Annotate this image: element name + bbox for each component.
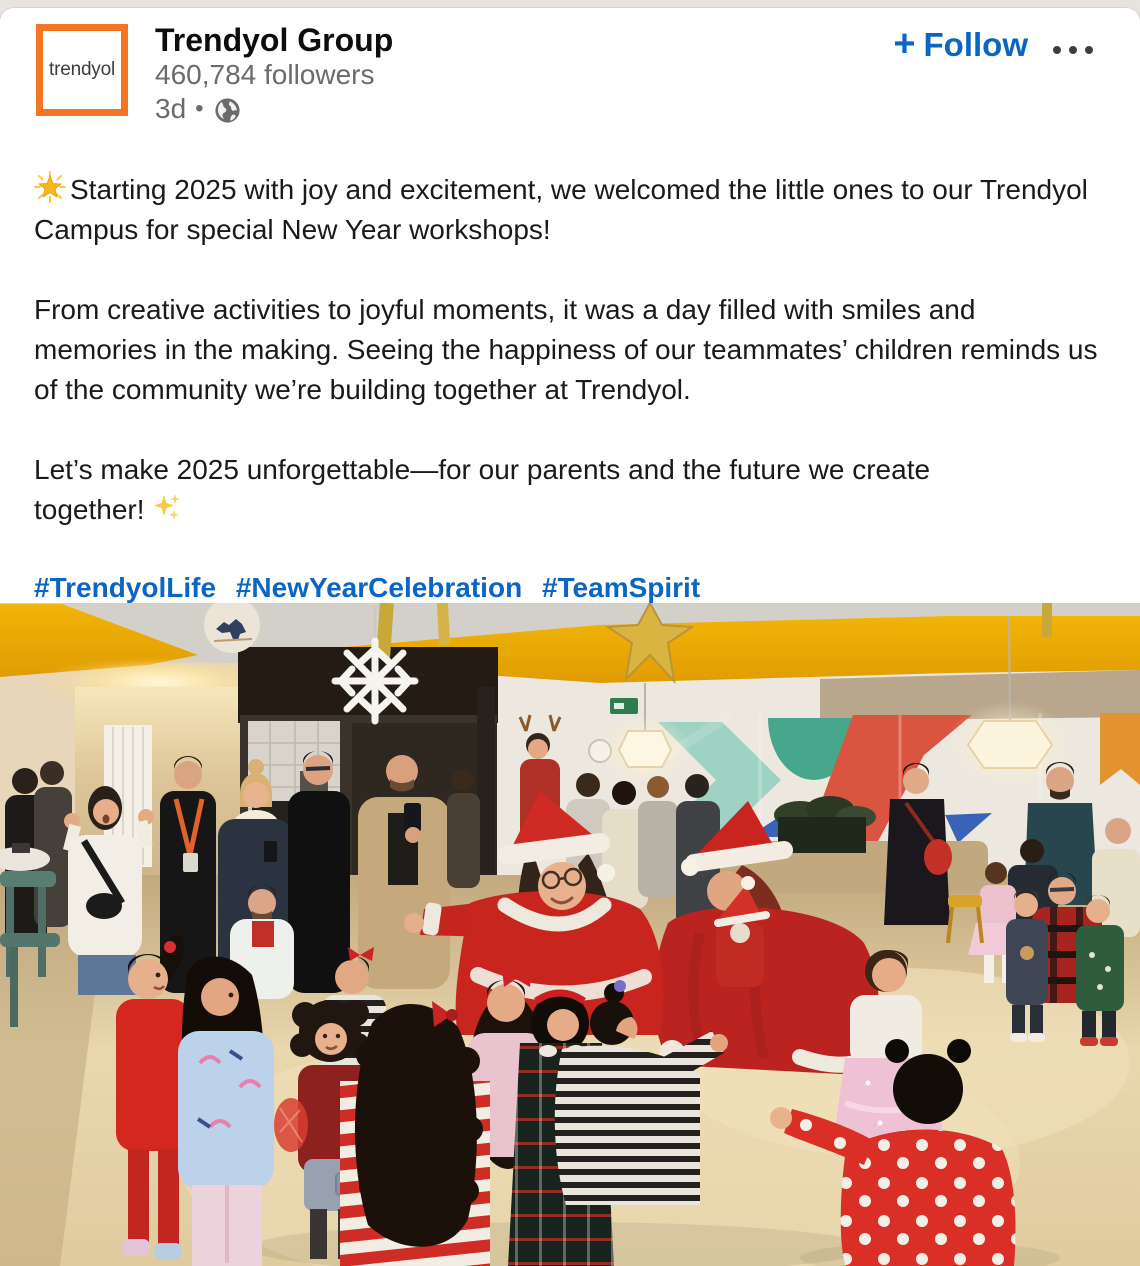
company-info xyxy=(155,22,393,125)
ellipsis-dot xyxy=(1069,46,1077,54)
hashtag-row xyxy=(34,570,1106,606)
hashtag-newyearcelebration[interactable]: #NewYearCelebration xyxy=(235,572,523,603)
glowing-star-emoji xyxy=(34,171,66,203)
company-logo-text: trendyol xyxy=(49,59,115,80)
company-logo[interactable] xyxy=(36,24,128,116)
company-name[interactable]: Trendyol Group xyxy=(155,22,394,58)
globe-icon xyxy=(213,96,242,125)
post-text xyxy=(0,136,1140,530)
follow-label: Follow xyxy=(923,26,1028,63)
sparkles-emoji xyxy=(151,491,183,523)
paragraph-3: Let’s make 2025 unforgettable—for our parents and the future we create together! xyxy=(34,454,931,525)
overflow-menu-button[interactable] xyxy=(1040,30,1106,70)
post-image[interactable] xyxy=(0,603,1140,1266)
followers-count: 460,784 followers xyxy=(155,59,375,90)
gold-tinsel xyxy=(437,603,450,645)
paragraph-1: Starting 2025 with joy and excitement, we welcomed the little ones to our Trendyol Campus for special New Year workshops! xyxy=(34,170,1106,250)
gold-tinsel xyxy=(1042,603,1052,637)
ellipsis-dot xyxy=(1053,46,1061,54)
hashtag-teamspirit[interactable]: #TeamSpirit xyxy=(541,572,701,603)
post-age: 3d xyxy=(155,93,187,124)
pendant-lamp xyxy=(619,731,671,767)
ellipsis-dot xyxy=(1085,46,1093,54)
post-meta xyxy=(155,93,393,125)
pendant-lamp xyxy=(968,721,1052,768)
follow-button[interactable] xyxy=(893,22,1028,65)
linkedin-post-card xyxy=(0,8,1140,1266)
meta-separator: • xyxy=(195,95,204,122)
post-header xyxy=(0,8,1140,136)
paragraph-2: From creative activities to joyful moments, it was a day filled with smiles and memories in the making. Seeing the happiness of our teammates’ children reminds us of the community we’re building together at Trendyol. xyxy=(34,294,1098,405)
plus-icon: + xyxy=(893,22,916,65)
hashtag-trendyollife[interactable]: #TrendyolLife xyxy=(34,572,217,603)
